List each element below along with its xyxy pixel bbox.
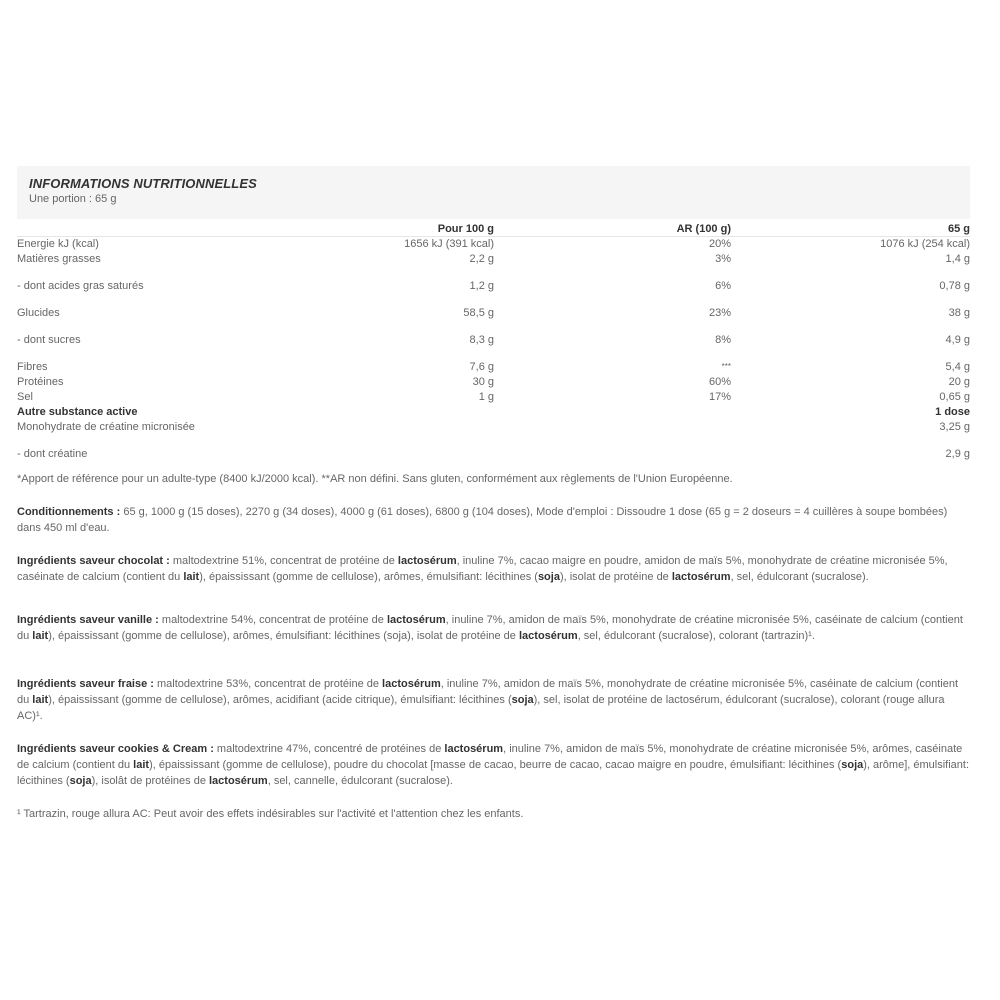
ingredient-text-segment: ), épaississant (gomme de cellulose), arômes, émulsifiant: lécithines (soja), isolat de protéine de (48, 630, 519, 642)
value-per-100g: 1 g (478, 391, 494, 403)
value-ar (494, 447, 731, 462)
value-ar: 17% (708, 391, 731, 403)
ingredient-text-segment: , inuline 7%, amidon de maïs 5%, monohydrate de créatine micronisée 5%, caséinate de calcium (contient du (17, 678, 959, 706)
allergen-highlight: lait (133, 759, 150, 771)
value-per-100g: 1656 kJ (391 kcal) (404, 238, 494, 250)
allergen-highlight: lait (32, 694, 49, 706)
value-per-100g: 2,2 g (469, 253, 494, 265)
value-ar: *** (721, 362, 731, 371)
ingredients-label: Ingrédients saveur fraise : (17, 678, 154, 690)
column-header-ar: AR (100 g) (494, 221, 731, 237)
ingredients-cookies-cream (17, 741, 972, 789)
ingredient-text-segment: , inuline 7%, amidon de maïs 5%, monohydrate de créatine micronisée 5%, caséinate de calcium (contient du (17, 614, 963, 642)
ingredient-text-segment: ), épaississant (gomme de cellulose), arômes, émulsifiant: lécithines ( (199, 571, 538, 583)
allergen-highlight: lactosérum (518, 630, 578, 642)
table-row (17, 252, 970, 279)
value-per-100g: 7,6 g (469, 361, 494, 373)
packaging-info (17, 504, 972, 536)
value-portion: 2,9 g (945, 448, 970, 460)
nutrition-header (17, 166, 970, 219)
ingredients-vanilla (17, 612, 972, 644)
value-ar: 8% (715, 334, 731, 346)
value-ar: 3% (715, 253, 731, 265)
value-ar: 60% (708, 376, 731, 388)
packaging-label: Conditionnements : (17, 506, 121, 518)
ingredients-chocolate (17, 553, 972, 585)
value-ar (494, 420, 731, 447)
ingredients-text (17, 614, 963, 642)
allergen-highlight: soja (69, 775, 92, 787)
table-row (17, 447, 970, 462)
table-row (17, 237, 970, 253)
ingredient-text-segment: , inuline 7%, amidon de maïs 5%, monohydrate de créatine micronisée 5%, arômes, caséinate de calcium (contient du (17, 743, 963, 771)
row-label: - dont acides gras saturés (17, 280, 144, 292)
value-ar: 20% (708, 238, 731, 250)
ingredients-label: Ingrédients saveur vanille : (17, 614, 159, 626)
nutrition-section (17, 166, 970, 462)
ingredients-label: Ingrédients saveur chocolat : (17, 555, 170, 567)
allergen-highlight: lactosérum (382, 678, 441, 690)
ingredient-text-segment: maltodextrine 53%, concentrat de protéine de (153, 678, 383, 690)
row-label: - dont sucres (17, 334, 81, 346)
row-label: Glucides (17, 307, 60, 319)
value-ar: 23% (708, 307, 731, 319)
ingredient-text-segment: maltodextrine 54%, concentrat de protéine de (158, 614, 387, 626)
table-row (17, 375, 970, 390)
value-portion: 1,4 g (945, 253, 970, 265)
value-portion: 1 dose (935, 406, 970, 418)
table-row (17, 333, 970, 360)
ingredient-text-segment: maltodextrine 51%, concentrat de protéine de (169, 555, 398, 567)
reference-intake-note: *Apport de référence pour un adulte-type (8400 kJ/2000 kcal). **AR non défini. Sans gluten, conformément aux règlements de l'Union Européenne. (17, 473, 733, 485)
column-header-per-100g: Pour 100 g (217, 221, 494, 237)
nutrition-table (17, 221, 970, 462)
packaging-text: 65 g, 1000 g (15 doses), 2270 g (34 doses), 4000 g (61 doses), 6800 g (104 doses), Mode d'emploi : Dissoudre 1 dose (65 g = 2 doseurs = 4 cuillères à soupe bombées) dans 450 ml d'eau. (17, 506, 948, 534)
ingredient-text-segment: ), épaississant (gomme de cellulose), arômes, acidifiant (acide citrique), émulsifiant: lécithines ( (48, 694, 512, 706)
allergen-highlight: lactosérum (209, 775, 268, 787)
section-title: INFORMATIONS NUTRITIONNELLES (29, 176, 257, 191)
allergen-highlight: soja (511, 694, 534, 706)
value-per-100g (217, 405, 494, 420)
table-row (17, 306, 970, 333)
table-header-row (17, 221, 970, 237)
allergen-highlight: soja (841, 759, 864, 771)
value-portion: 0,78 g (939, 280, 970, 292)
row-label: Monohydrate de créatine micronisée (17, 421, 195, 433)
allergen-highlight: soja (537, 571, 560, 583)
ingredients-strawberry (17, 676, 972, 724)
row-label: Matières grasses (17, 253, 101, 265)
row-label: Protéines (17, 376, 64, 388)
ingredients-label: Ingrédients saveur cookies & Cream : (17, 743, 214, 755)
ingredient-text-segment: ), isolât de protéines de (91, 775, 209, 787)
ingredient-text-segment: ), sel, isolat de protéine de lactosérum, édulcorant (sucralose), colorant (rouge allura AC)¹. (17, 694, 945, 722)
ingredient-text-segment: ), arôme], émulsifiant: lécithines ( (17, 759, 970, 787)
column-header-portion: 65 g (731, 221, 970, 237)
allergen-highlight: lactosérum (386, 614, 446, 626)
ingredient-text-segment: , sel, édulcorant (sucralose). (730, 571, 869, 583)
ingredient-text-segment: ), isolat de protéine de (559, 571, 672, 583)
value-portion: 1076 kJ (254 kcal) (880, 238, 970, 250)
allergen-highlight: lactosérum (671, 571, 731, 583)
table-row (17, 420, 970, 447)
ingredients-text (17, 678, 958, 722)
value-portion: 5,4 g (945, 361, 970, 373)
value-portion: 38 g (948, 307, 970, 319)
row-label: Energie kJ (kcal) (17, 238, 99, 250)
value-per-100g (217, 447, 494, 462)
allergen-highlight: lactosérum (397, 555, 457, 567)
value-portion: 4,9 g (945, 334, 970, 346)
allergen-highlight: lait (183, 571, 200, 583)
value-per-100g (217, 420, 494, 447)
value-per-100g: 8,3 g (469, 334, 494, 346)
table-row (17, 390, 970, 405)
allergen-highlight: lait (32, 630, 49, 642)
value-per-100g: 30 g (472, 376, 494, 388)
ingredient-text-segment: ), épaississant (gomme de cellulose), poudre du chocolat [masse de cacao, beurre de cacao, cacao maigre en poudre, émulsifiant: lécithines ( (149, 759, 842, 771)
ingredient-text-segment: , sel, cannelle, édulcorant (sucralose). (267, 775, 453, 787)
row-label: Autre substance active (17, 406, 138, 418)
value-ar: 6% (715, 280, 731, 292)
value-portion: 20 g (948, 376, 970, 388)
value-per-100g: 58,5 g (463, 307, 494, 319)
colorant-warning: ¹ Tartrazin, rouge allura AC: Peut avoir des effets indésirables sur l'activité et l'attention chez les enfants. (17, 808, 524, 820)
allergen-highlight: lactosérum (444, 743, 504, 755)
value-portion: 3,25 g (939, 421, 970, 433)
ingredient-text-segment: , sel, édulcorant (sucralose), colorant (tartrazin)¹. (577, 630, 815, 642)
row-label: Fibres (17, 361, 48, 373)
ingredient-text-segment: , inuline 7%, cacao maigre en poudre, amidon de maïs 5%, monohydrate de créatine micronisée 5%, caséinate de calcium (contient du (17, 555, 948, 583)
table-row (17, 360, 970, 375)
row-label: - dont créatine (17, 448, 88, 460)
portion-size: Une portion : 65 g (29, 193, 117, 205)
row-label: Sel (17, 391, 33, 403)
table-row-subheading (17, 405, 970, 420)
column-header-nutrient (17, 221, 217, 237)
value-per-100g: 1,2 g (469, 280, 494, 292)
value-ar (494, 405, 731, 420)
ingredient-text-segment: maltodextrine 47%, concentré de protéines de (213, 743, 445, 755)
table-row (17, 279, 970, 306)
value-portion: 0,65 g (939, 391, 970, 403)
